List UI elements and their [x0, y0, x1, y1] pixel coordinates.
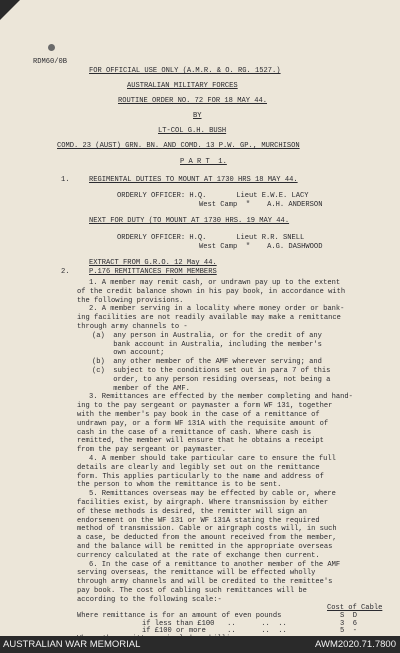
footer-institution: AUSTRALIAN WAR MEMORIAL	[3, 639, 141, 650]
next-for-duty-heading: NEXT FOR DUTY (TO MOUNT AT 1730 HRS. 19 MAY 44.	[89, 217, 290, 225]
next-officer-line-2: West Camp " A.G. DASHWOOD	[199, 243, 323, 251]
body-line: 3. Remittances are effected by the member completing and hand-	[89, 393, 353, 402]
body-line: member of the AMF.	[92, 384, 190, 393]
folded-corner	[0, 0, 20, 20]
body-line: ing facilities are not readily available may make a remittance	[77, 314, 341, 323]
body-line: of these methods is desired, the remitter will sign an	[77, 507, 307, 516]
body-line: (a) any person in Australia, or for the credit of any	[92, 331, 322, 340]
archive-footer	[0, 636, 400, 653]
body-line: pay book. The cost of cabling such remittances will be	[77, 587, 307, 595]
cost-table-label: if less than £100 .. .. ..	[142, 619, 287, 628]
body-line: 1. A member may remit cash, or undrawn pay up to the extent	[89, 279, 341, 287]
body-line: (c) subject to the conditions set out in para 7 of this	[92, 367, 331, 375]
command-line: COMD. 23 (AUST) GRN. BN. AND COMD. 13 P.W. GP., MURCHISON	[57, 142, 300, 150]
body-line: currency calculated at the rate of exchange then current.	[77, 551, 320, 560]
cost-table-value: 5 -	[340, 627, 358, 636]
orderly-officer-line-1: ORDERLY OFFICER: H.Q. Lieut E.W.E. LACY	[117, 192, 309, 200]
body-line: and the balance will be remitted in the appropriate overseas	[77, 543, 333, 551]
body-line: 4. A member should take particular care to ensure the full	[89, 455, 336, 463]
part-heading: P A R T 1.	[180, 158, 227, 166]
punch-hole	[48, 44, 55, 51]
body-line: of the credit balance shown in his pay book, in accordance with	[77, 287, 346, 296]
section-2-title: P.176 REMITTANCES FROM MEMBERS	[89, 268, 217, 276]
body-line: 6. In the case of a remittance to another member of the AMF	[89, 560, 341, 569]
body-line: details are clearly and legibly set out on the remittance	[77, 463, 320, 472]
body-line: from the pay sergeant or paymaster.	[77, 446, 226, 455]
cost-table-value: 3 6	[340, 619, 358, 628]
body-line: according to the following scale:-	[77, 595, 222, 604]
body-line: order, to any person residing overseas, not being a	[92, 375, 331, 384]
body-line: the following provisions.	[77, 296, 184, 305]
section-2-number: 2.	[61, 268, 70, 276]
cost-table-label: Where remittance is for an amount of even pounds	[77, 612, 282, 620]
body-line: with the member's pay book in the case of a remittance of	[77, 411, 320, 419]
body-line: endorsement on the WF 131 or WF 131A stating the required	[77, 516, 320, 525]
body-line: through army channels and will be credited to the remittee's	[77, 578, 333, 587]
next-officer-line-1: ORDERLY OFFICER: H.Q. Lieut R.R. SNELL	[117, 234, 305, 242]
body-line: through army channels to -	[77, 323, 188, 331]
body-line: 2. A member serving in a locality where money order or bank-	[89, 305, 345, 314]
cost-of-cable-heading: Cost of Cable	[327, 604, 383, 612]
body-line: the person to whom the remittance is to be sent.	[77, 481, 282, 490]
organisation-line: AUSTRALIAN MILITARY FORCES	[127, 82, 238, 90]
body-line: remitted, the member will ensure that he obtains a receipt	[77, 437, 324, 446]
commander-name: LT-COL G.H. BUSH	[158, 127, 227, 135]
by-line: BY	[193, 112, 202, 120]
body-line: ing to the pay sergeant or paymaster a form WF 131, together	[77, 402, 333, 411]
section-1-number: 1.	[61, 176, 70, 184]
orderly-officer-line-2: West Camp " A.H. ANDERSON	[199, 201, 323, 209]
body-line: method of transmission. Cable or airgraph costs will, in such	[77, 525, 337, 534]
body-line: form. This applies particularly to the name and address of	[77, 472, 324, 481]
reference-code: RDM60/0B	[33, 58, 68, 66]
body-line: facilities exist, by airgraph. Where transmission by either	[77, 499, 329, 507]
section-1-title: REGIMENTAL DUTIES TO MOUNT AT 1730 HRS 18 MAY 44.	[89, 176, 298, 184]
order-title: ROUTINE ORDER NO. 72 FOR 18 MAY 44.	[118, 97, 267, 105]
cost-sd-heading: S D	[340, 612, 358, 620]
body-line: (b) any other member of the AMF wherever serving; and	[92, 358, 322, 367]
body-line: bank account in Australia, including the member's	[92, 340, 322, 349]
body-line: a case, be deducted from the amount received from the member,	[77, 534, 337, 543]
body-line: undrawn pay, or a form WF 131A with the requisite amount of	[77, 419, 329, 428]
classification-line: FOR OFFICIAL USE ONLY (A.M.R. & O. RG. 1527.)	[89, 67, 281, 75]
body-line: own account;	[92, 349, 165, 358]
cost-table-label: if £100 or more .. .. ..	[142, 627, 287, 636]
body-line: serving overseas, the remittance will be effected wholly	[77, 569, 316, 578]
body-line: 5. Remittances overseas may be effected by cable or, where	[89, 490, 336, 499]
body-line: cash in the case of a remittance of cash. Where cash is	[77, 428, 312, 437]
extract-heading: EXTRACT FROM G.R.O. 12 May 44.	[89, 259, 217, 267]
footer-accession-number: AWM2020.71.7800	[315, 639, 396, 650]
